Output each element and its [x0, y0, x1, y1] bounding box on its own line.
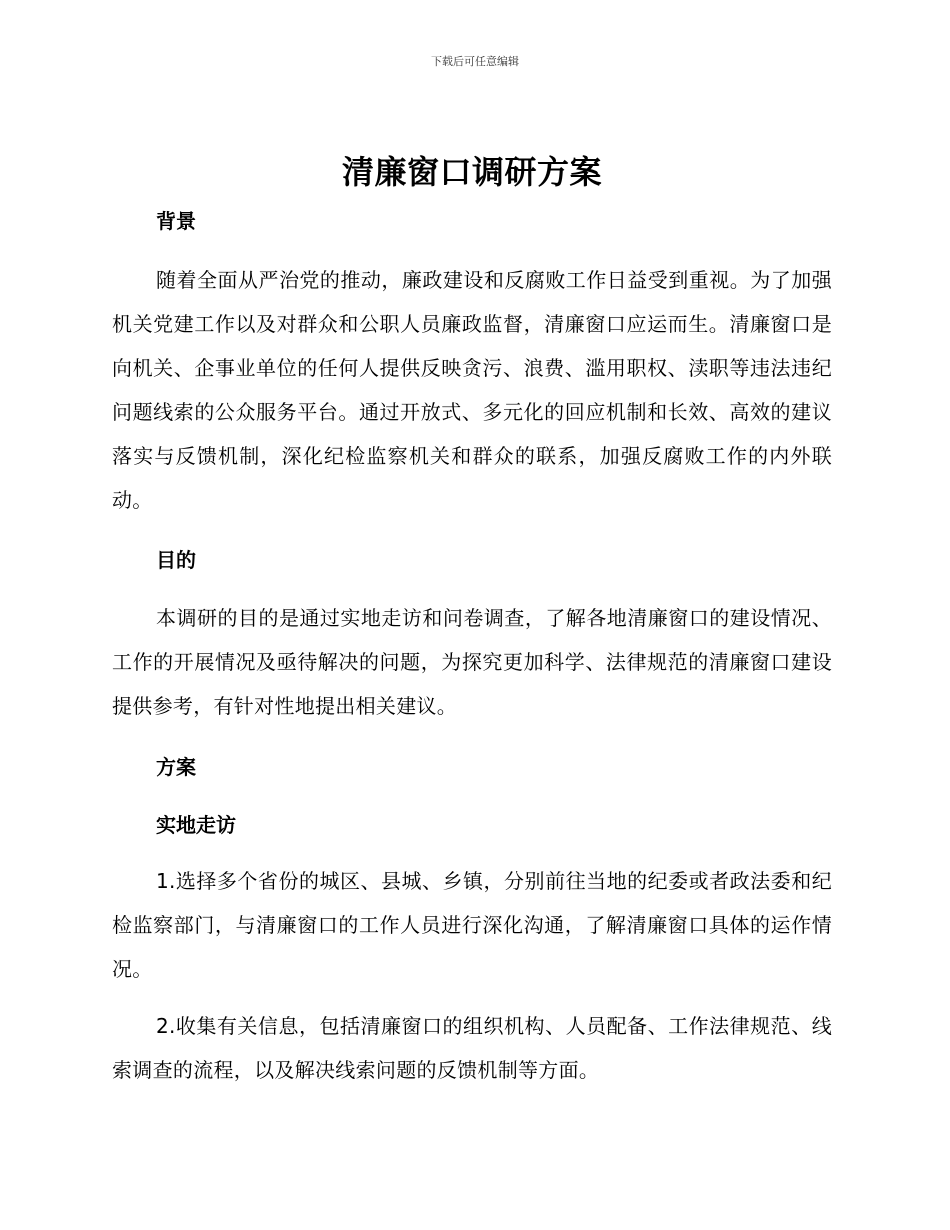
- document-title: 清廉窗口调研方案: [341, 153, 602, 191]
- section-heading-field-visit: 实地走访: [156, 813, 236, 837]
- purpose-paragraph: 本调研的目的是通过实地走访和问卷调查，了解各地清廉窗口的建设情况、工作的开展情况及亟待解决的问题，为探究更加科学、法律规范的清廉窗口建设提供参考，有针对性地提出相关建议。: [112, 606, 832, 718]
- field-visit-item-2: 2.收集有关信息，包括清廉窗口的组织机构、人员配备、工作法律规范、线索调查的流程，以及解决线索问题的反馈机制等方面。: [112, 1014, 832, 1082]
- section-heading-purpose: 目的: [156, 548, 196, 572]
- document-body: [112, 150, 832, 1092]
- background-paragraph: 随着全面从严治党的推动，廉政建设和反腐败工作日益受到重视。为了加强机关党建工作以及对群众和公职人员廉政监督，清廉窗口应运而生。清廉窗口是向机关、企事业单位的任何人提供反映贪污、浪费、滥用职权、渎职等违法违纪问题线索的公众服务平台。通过开放式、多元化的回应机制和长效、高效的建议落实与反馈机制，深化纪检监察机关和群众的联系，加强反腐败工作的内外联动。: [112, 268, 832, 512]
- page-header-note: 下载后可任意编辑: [431, 55, 519, 68]
- field-visit-item-1: 1.选择多个省份的城区、县城、乡镇，分别前往当地的纪委或者政法委和纪检监察部门，与清廉窗口的工作人员进行深化沟通，了解清廉窗口具体的运作情况。: [112, 869, 832, 981]
- section-heading-plan: 方案: [156, 755, 196, 779]
- section-heading-background: 背景: [156, 209, 196, 233]
